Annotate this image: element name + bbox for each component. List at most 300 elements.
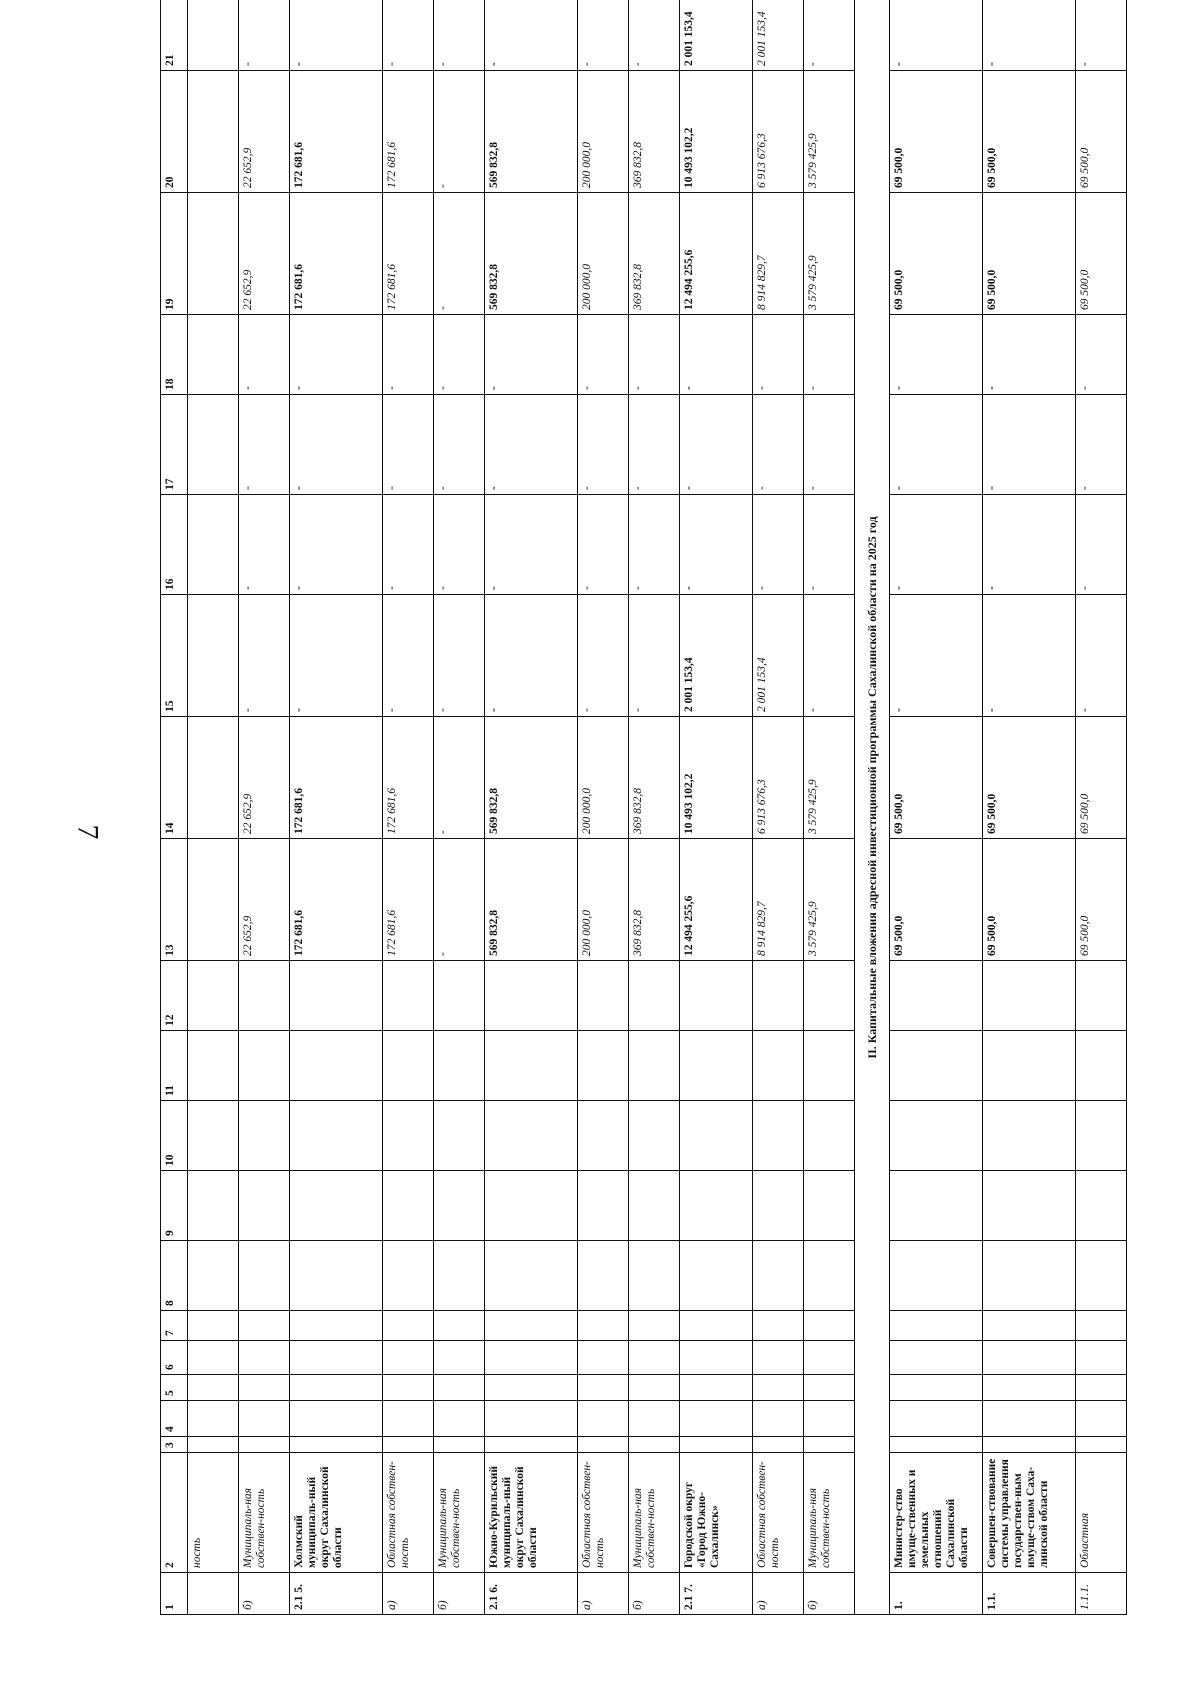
empty-cell [188, 1401, 239, 1437]
empty-cell [983, 1341, 1076, 1375]
value-cell: - [680, 495, 753, 595]
empty-cell [983, 1311, 1076, 1341]
empty-cell [239, 1101, 290, 1171]
empty-cell [890, 1437, 983, 1453]
value-cell: - [485, 0, 578, 71]
empty-cell [485, 1401, 578, 1437]
value-cell: - [983, 395, 1076, 495]
value-cell [188, 717, 239, 839]
value-cell: 69 500,0 [983, 71, 1076, 193]
value-cell: - [1076, 595, 1127, 717]
empty-cell [680, 1437, 753, 1453]
table-row [239, 0, 290, 1615]
empty-cell [434, 1401, 485, 1437]
empty-cell [1076, 1171, 1127, 1241]
value-cell: - [239, 595, 290, 717]
empty-cell [485, 1031, 578, 1101]
value-cell: - [753, 395, 804, 495]
rotated-table-container [160, 11, 1105, 1615]
empty-cell [290, 1171, 383, 1241]
value-cell: 200 000,0 [578, 71, 629, 193]
value-cell: 2 001 153,4 [680, 595, 753, 717]
empty-cell [578, 1031, 629, 1101]
table-row [578, 0, 629, 1615]
empty-cell [188, 1311, 239, 1341]
value-cell: - [983, 495, 1076, 595]
value-cell: - [680, 395, 753, 495]
value-cell: 172 681,6 [383, 717, 434, 839]
empty-cell [383, 1031, 434, 1101]
row-number: б) [629, 1573, 680, 1615]
column-header: 8 [161, 1241, 188, 1311]
value-cell: - [890, 395, 983, 495]
empty-cell [983, 1241, 1076, 1311]
empty-cell [1076, 1401, 1127, 1437]
empty-cell [434, 961, 485, 1031]
value-cell: 22 652,9 [239, 193, 290, 315]
empty-cell [890, 1241, 983, 1311]
empty-cell [680, 1031, 753, 1101]
value-cell: - [434, 71, 485, 193]
empty-cell [1076, 1375, 1127, 1401]
empty-cell [680, 1171, 753, 1241]
value-cell: 22 652,9 [239, 71, 290, 193]
table-row [890, 0, 983, 1615]
value-cell: 569 832,8 [485, 71, 578, 193]
empty-cell [485, 1375, 578, 1401]
row-name: Муниципаль-ная собствен-ность [239, 1453, 290, 1573]
empty-cell [239, 1401, 290, 1437]
row-number: а) [753, 1573, 804, 1615]
empty-cell [290, 1241, 383, 1311]
empty-cell [629, 1311, 680, 1341]
value-cell: - [1076, 395, 1127, 495]
value-cell: - [804, 395, 855, 495]
table-row [1076, 0, 1127, 1615]
column-header: 17 [161, 395, 188, 495]
value-cell: - [434, 839, 485, 961]
value-cell: - [1076, 495, 1127, 595]
empty-cell [983, 1171, 1076, 1241]
value-cell: 69 500,0 [890, 717, 983, 839]
empty-cell [188, 1375, 239, 1401]
empty-cell [804, 961, 855, 1031]
column-header: 10 [161, 1101, 188, 1171]
empty-cell [485, 1341, 578, 1375]
empty-cell [753, 1171, 804, 1241]
row-number: а) [383, 1573, 434, 1615]
value-cell: - [629, 595, 680, 717]
value-cell: - [290, 0, 383, 71]
empty-cell [753, 961, 804, 1031]
empty-cell [680, 1375, 753, 1401]
empty-cell [1076, 1101, 1127, 1171]
row-name: Министер-ство имуще-ственных и земельных отношений Сахалинской области [890, 1453, 983, 1573]
column-header: 5 [161, 1375, 188, 1401]
empty-cell [804, 1401, 855, 1437]
empty-cell [290, 1375, 383, 1401]
table-row [434, 0, 485, 1615]
value-cell [188, 193, 239, 315]
value-cell: 569 832,8 [485, 193, 578, 315]
table-row [753, 0, 804, 1615]
empty-cell [680, 1241, 753, 1311]
empty-cell [383, 1241, 434, 1311]
empty-cell [753, 1437, 804, 1453]
table-row [383, 0, 434, 1615]
empty-cell [629, 1375, 680, 1401]
empty-cell [578, 1437, 629, 1453]
empty-cell [753, 1401, 804, 1437]
empty-cell [629, 961, 680, 1031]
value-cell [188, 495, 239, 595]
value-cell: - [578, 495, 629, 595]
empty-cell [753, 1101, 804, 1171]
column-header: 6 [161, 1341, 188, 1375]
empty-cell [290, 1311, 383, 1341]
value-cell: 569 832,8 [485, 717, 578, 839]
empty-cell [804, 1437, 855, 1453]
row-number: 1.1. [983, 1573, 1076, 1615]
value-cell: 12 494 255,6 [680, 839, 753, 961]
empty-cell [290, 1401, 383, 1437]
row-number: 2.1 5. [290, 1573, 383, 1615]
empty-cell [983, 1101, 1076, 1171]
value-cell: - [804, 495, 855, 595]
value-cell: - [434, 315, 485, 395]
value-cell [188, 0, 239, 71]
column-header: 9 [161, 1171, 188, 1241]
row-name: Совершен-ствование системы управления государствен-ным имуще-ством Саха-линской области [983, 1453, 1076, 1573]
value-cell: - [383, 0, 434, 71]
value-cell: - [983, 0, 1076, 71]
value-cell: 12 494 255,6 [680, 193, 753, 315]
column-header: 20 [161, 71, 188, 193]
value-cell: - [434, 395, 485, 495]
empty-cell [485, 1311, 578, 1341]
value-cell: - [1076, 315, 1127, 395]
value-cell: 69 500,0 [1076, 193, 1127, 315]
value-cell: - [383, 595, 434, 717]
empty-cell [1076, 1031, 1127, 1101]
value-cell [188, 71, 239, 193]
empty-cell [629, 1101, 680, 1171]
empty-cell [239, 1375, 290, 1401]
empty-cell [239, 1241, 290, 1311]
value-cell: - [239, 315, 290, 395]
empty-cell [383, 1401, 434, 1437]
value-cell: - [290, 395, 383, 495]
value-cell: - [290, 595, 383, 717]
value-cell: - [485, 595, 578, 717]
value-cell: - [290, 495, 383, 595]
row-number: 1. [890, 1573, 983, 1615]
empty-cell [578, 1311, 629, 1341]
value-cell: 200 000,0 [578, 839, 629, 961]
column-header: 3 [161, 1437, 188, 1453]
table-row [188, 0, 239, 1615]
empty-cell [239, 961, 290, 1031]
empty-cell [753, 1341, 804, 1375]
table-row [804, 0, 855, 1615]
empty-cell [383, 1171, 434, 1241]
empty-cell [578, 1375, 629, 1401]
column-header: 18 [161, 315, 188, 395]
empty-cell [383, 1341, 434, 1375]
value-cell: 172 681,6 [383, 193, 434, 315]
empty-cell [804, 1375, 855, 1401]
header-row [161, 0, 188, 1615]
value-cell: - [485, 495, 578, 595]
empty-cell [239, 1171, 290, 1241]
empty-cell [188, 1241, 239, 1311]
value-cell: - [629, 315, 680, 395]
value-cell: 69 500,0 [1076, 717, 1127, 839]
value-cell: - [804, 0, 855, 71]
value-cell: - [804, 595, 855, 717]
column-header: 7 [161, 1311, 188, 1341]
row-number [188, 1573, 239, 1615]
value-cell: 10 493 102,2 [680, 717, 753, 839]
section-row [855, 0, 890, 1615]
value-cell: - [578, 395, 629, 495]
empty-cell [680, 961, 753, 1031]
empty-cell [804, 1341, 855, 1375]
row-name: Областная [1076, 1453, 1127, 1573]
empty-cell [578, 1401, 629, 1437]
empty-cell [983, 1401, 1076, 1437]
empty-cell [290, 1437, 383, 1453]
empty-cell [578, 961, 629, 1031]
empty-cell [1076, 1311, 1127, 1341]
empty-cell [188, 1031, 239, 1101]
value-cell: - [753, 315, 804, 395]
empty-cell [629, 1241, 680, 1311]
empty-cell [188, 1101, 239, 1171]
value-cell: 69 500,0 [1076, 71, 1127, 193]
table-row [485, 0, 578, 1615]
value-cell: - [578, 315, 629, 395]
column-header: 1 [161, 1573, 188, 1615]
empty-cell [680, 1341, 753, 1375]
empty-cell [578, 1341, 629, 1375]
empty-cell [290, 961, 383, 1031]
value-cell: 3 579 425,9 [804, 717, 855, 839]
row-name: Холмский муниципаль-ный округ Сахалинской области [290, 1453, 383, 1573]
table-row [290, 0, 383, 1615]
row-number: 2.1 7. [680, 1573, 753, 1615]
empty-cell [290, 1031, 383, 1101]
empty-cell [804, 1171, 855, 1241]
row-name: Областная собствен-ность [578, 1453, 629, 1573]
table-row [629, 0, 680, 1615]
empty-cell [629, 1437, 680, 1453]
empty-cell [629, 1031, 680, 1101]
value-cell: - [434, 595, 485, 717]
value-cell: 369 832,8 [629, 193, 680, 315]
empty-cell [753, 1031, 804, 1101]
value-cell: 172 681,6 [383, 839, 434, 961]
empty-cell [578, 1101, 629, 1171]
empty-cell [485, 1171, 578, 1241]
empty-cell [434, 1437, 485, 1453]
value-cell [188, 595, 239, 717]
value-cell: 69 500,0 [983, 717, 1076, 839]
empty-cell [983, 961, 1076, 1031]
empty-cell [485, 1437, 578, 1453]
empty-cell [383, 1101, 434, 1171]
empty-cell [434, 1375, 485, 1401]
value-cell: - [629, 0, 680, 71]
value-cell: - [434, 0, 485, 71]
column-header: 16 [161, 495, 188, 595]
value-cell: - [239, 395, 290, 495]
empty-cell [890, 961, 983, 1031]
column-header: 2 [161, 1453, 188, 1573]
empty-cell [983, 1031, 1076, 1101]
empty-cell [983, 1375, 1076, 1401]
empty-cell [629, 1341, 680, 1375]
value-cell: 22 652,9 [239, 717, 290, 839]
empty-cell [383, 1437, 434, 1453]
value-cell: 69 500,0 [983, 193, 1076, 315]
empty-cell [804, 1241, 855, 1311]
value-cell: - [434, 495, 485, 595]
value-cell: 3 579 425,9 [804, 71, 855, 193]
row-number: а) [578, 1573, 629, 1615]
value-cell: - [485, 395, 578, 495]
value-cell: - [290, 315, 383, 395]
empty-cell [1076, 1341, 1127, 1375]
value-cell: - [434, 717, 485, 839]
empty-cell [188, 1437, 239, 1453]
column-header: 11 [161, 1031, 188, 1101]
row-name: Муниципаль-ная собствен-ность [434, 1453, 485, 1573]
empty-cell [804, 1311, 855, 1341]
empty-cell [1076, 1437, 1127, 1453]
column-header: 21 [161, 0, 188, 71]
value-cell: 2 001 153,4 [753, 595, 804, 717]
empty-cell [239, 1341, 290, 1375]
row-name: Муниципаль-ная собствен-ность [629, 1453, 680, 1573]
value-cell: 172 681,6 [290, 193, 383, 315]
empty-cell [680, 1401, 753, 1437]
empty-cell [753, 1241, 804, 1311]
empty-cell [290, 1101, 383, 1171]
value-cell: - [434, 193, 485, 315]
empty-cell [578, 1241, 629, 1311]
empty-cell [804, 1101, 855, 1171]
table-row [680, 0, 753, 1615]
empty-cell [890, 1031, 983, 1101]
value-cell: - [1076, 0, 1127, 71]
value-cell [188, 839, 239, 961]
value-cell: 69 500,0 [983, 839, 1076, 961]
value-cell: - [983, 315, 1076, 395]
value-cell: - [804, 315, 855, 395]
empty-cell [485, 1101, 578, 1171]
row-number: б) [239, 1573, 290, 1615]
value-cell: 369 832,8 [629, 71, 680, 193]
value-cell: - [239, 495, 290, 595]
row-name: Областная собствен-ность [753, 1453, 804, 1573]
value-cell: - [383, 315, 434, 395]
value-cell: - [383, 495, 434, 595]
value-cell: - [578, 0, 629, 71]
value-cell: 200 000,0 [578, 193, 629, 315]
value-cell: - [383, 395, 434, 495]
value-cell: 6 913 676,3 [753, 717, 804, 839]
value-cell: 2 001 153,4 [680, 0, 753, 71]
value-cell [188, 395, 239, 495]
row-name: Южно-Курильский муниципаль-ный округ Сахалинской области [485, 1453, 578, 1573]
value-cell: - [890, 495, 983, 595]
value-cell: 172 681,6 [290, 717, 383, 839]
empty-cell [434, 1341, 485, 1375]
value-cell: 172 681,6 [290, 71, 383, 193]
empty-cell [890, 1401, 983, 1437]
value-cell: 69 500,0 [1076, 839, 1127, 961]
value-cell: 69 500,0 [890, 71, 983, 193]
empty-cell [434, 1031, 485, 1101]
row-number: 2.1 6. [485, 1573, 578, 1615]
value-cell: 172 681,6 [383, 71, 434, 193]
value-cell: 200 000,0 [578, 717, 629, 839]
empty-cell [680, 1311, 753, 1341]
value-cell: 69 500,0 [890, 193, 983, 315]
value-cell: - [629, 395, 680, 495]
value-cell: - [983, 595, 1076, 717]
empty-cell [804, 1031, 855, 1101]
value-cell: - [485, 315, 578, 395]
empty-cell [485, 1241, 578, 1311]
value-cell: - [629, 495, 680, 595]
value-cell: 22 652,9 [239, 839, 290, 961]
value-cell: - [890, 595, 983, 717]
empty-cell [890, 1171, 983, 1241]
column-header: 14 [161, 717, 188, 839]
empty-cell [983, 1437, 1076, 1453]
investment-table [160, 0, 1127, 1615]
value-cell: 569 832,8 [485, 839, 578, 961]
empty-cell [890, 1341, 983, 1375]
value-cell [188, 315, 239, 395]
empty-cell [890, 1101, 983, 1171]
empty-cell [680, 1101, 753, 1171]
empty-cell [1076, 1241, 1127, 1311]
page-number: 7 [71, 824, 105, 840]
empty-cell [383, 961, 434, 1031]
value-cell: 172 681,6 [290, 839, 383, 961]
column-header: 12 [161, 961, 188, 1031]
row-name: Муниципаль-ная собствен-ность [804, 1453, 855, 1573]
value-cell: 6 913 676,3 [753, 71, 804, 193]
empty-cell [239, 1311, 290, 1341]
empty-cell [290, 1341, 383, 1375]
value-cell: 3 579 425,9 [804, 839, 855, 961]
value-cell: - [239, 0, 290, 71]
value-cell: - [890, 0, 983, 71]
empty-cell [434, 1101, 485, 1171]
column-header: 13 [161, 839, 188, 961]
value-cell: - [680, 315, 753, 395]
value-cell: 369 832,8 [629, 717, 680, 839]
section-title: II. Капитальные вложения адресной инвестиционной программы Сахалинской области на 2025 год [855, 0, 890, 1615]
value-cell: 8 914 829,7 [753, 839, 804, 961]
value-cell: - [753, 495, 804, 595]
column-header: 19 [161, 193, 188, 315]
empty-cell [890, 1311, 983, 1341]
